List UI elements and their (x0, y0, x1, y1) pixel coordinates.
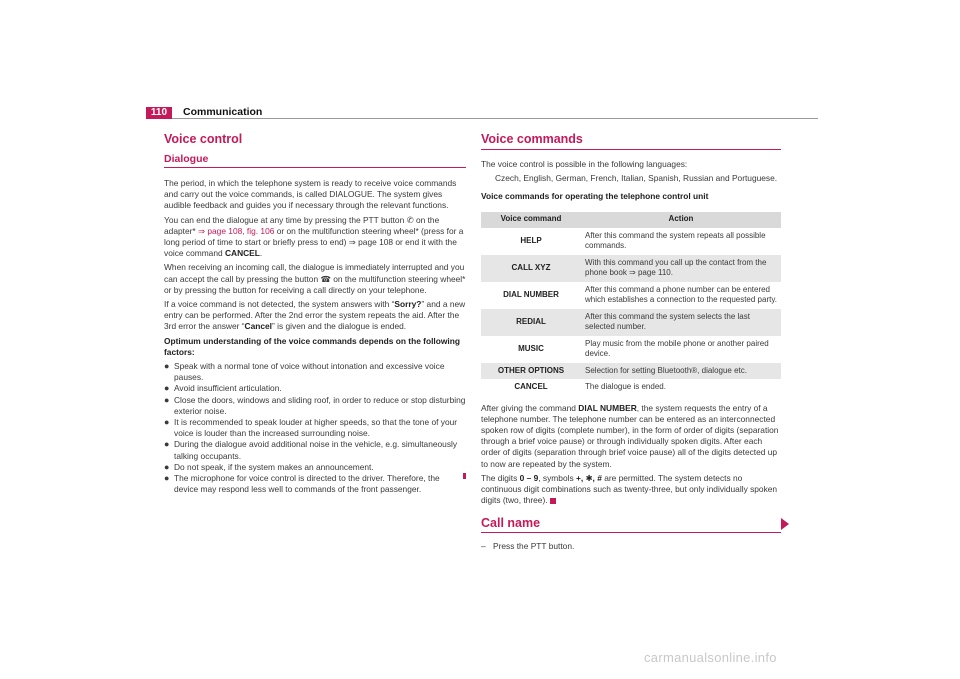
tip-item: ● Speak with a normal tone of voice without intonation and excessive voice pauses. (164, 361, 445, 383)
phone-icon: ☎ (320, 273, 331, 284)
paragraph-digits: The digits 0 – 9, symbols +, ✱, # are permitted. The system detects no continuous digit combinations such as twenty-three, but only individually spoken digits (two, three). (481, 472, 778, 506)
command-cell: OTHER OPTIONS (481, 363, 581, 380)
bullet-icon: ● (164, 361, 170, 372)
tip-item: ● The microphone for voice control is directed to the driver. Therefore, the device may respond less well to commands of the front passenger. (164, 473, 466, 495)
table-row (481, 363, 781, 380)
page-number: 110 (146, 107, 172, 119)
tip-item: ● Close the doors, windows and sliding roof, in order to reduce or stop disturbing exterior noise. (164, 394, 466, 416)
command-cell: CALL XYZ (481, 255, 581, 282)
tip-item: ● Avoid insufficient articulation. (164, 383, 282, 394)
voice-commands-table (481, 212, 781, 396)
table-row (481, 228, 781, 255)
ptt-button-icon: ✆ (406, 214, 414, 225)
section-end-icon (463, 473, 466, 479)
table-row (481, 309, 781, 336)
bullet-icon: ● (164, 394, 170, 405)
paragraph-dialogue-intro: The period, in which the telephone system is ready to receive voice commands and carry out the voice commands, is called DIALOGUE. The system gives audible feedback and guides you if necessary through the relevant functions. (164, 178, 457, 211)
header-rule (146, 118, 818, 119)
page-link[interactable]: ⇒ page 108, fig. 106 (198, 225, 275, 236)
command-cell: CANCEL (514, 382, 548, 392)
command-cell: DIAL NUMBER (503, 289, 559, 299)
section-title-voice-control: Voice control (164, 132, 243, 146)
section-title-call-name: Call name (481, 516, 781, 533)
subsection-title-dialogue: Dialogue (164, 153, 466, 168)
action-cell: After this command the system repeats all possible commands. (585, 230, 766, 251)
tip-item: ● During the dialogue avoid additional noise in the vehicle, e.g. simultaneously talking occupants. (164, 439, 458, 461)
table-row (481, 255, 781, 282)
bullet-icon: ● (164, 417, 170, 428)
action-cell: The dialogue is ended. (585, 382, 666, 392)
right-column (481, 132, 781, 553)
action-cell: After this command a phone number can be entered which establishes a connection to the requested party. (585, 284, 777, 305)
paragraph-not-detected: If a voice command is not detected, the system answers with “Sorry?” and a new entry can be performed. After the 2nd error the system repeats the aid. After the 3rd error the answer “Cancel” is given and the dialogue is ended. (164, 299, 466, 332)
bullet-icon: ● (164, 439, 170, 450)
bullet-icon: ● (164, 383, 170, 394)
left-column (164, 132, 466, 495)
column-header-action: Action (581, 212, 781, 228)
section-title-voice-commands: Voice commands (481, 132, 781, 150)
chapter-title: Communication (183, 106, 263, 118)
command-cell: REDIAL (481, 309, 581, 336)
action-cell: Play music from the mobile phone or another paired device. (585, 338, 769, 359)
next-page-arrow-icon[interactable] (781, 518, 789, 530)
table-heading: Voice commands for operating the telephone control unit (481, 191, 709, 202)
command-cell: HELP (520, 235, 542, 245)
table-row (481, 336, 781, 363)
tips-list (164, 361, 466, 495)
paragraph-incoming-call: When receiving an incoming call, the dialogue is immediately interrupted and you can accept the call by pressing the button ☎ on the multifunction steering wheel* or by pressing the button for receiving a call directly on your telephone. (164, 262, 466, 295)
paragraph-end-dialogue: You can end the dialogue at any time by pressing the PTT button ✆ on the adapter* ⇒ page 108, fig. 106 or on the multifunction steering wheel* (press for a long period of time to start or briefly press to end) ⇒ page 108 or end it with the voice command CANCEL. (164, 214, 464, 259)
tip-item: ● It is recommended to speak louder at higher speeds, so that the tone of your voice is louder than the increased surrounding noise. (164, 417, 458, 439)
action-cell: With this command you call up the contact from the phone book ⇒ page 110. (581, 255, 781, 282)
table-row (481, 379, 781, 396)
step-press-ptt: – Press the PTT button. (481, 541, 575, 552)
languages-list: Czech, English, German, French, Italian, Spanish, Russian and Portuguese. (495, 173, 778, 184)
tips-heading: Optimum understanding of the voice commands depends on the following factors: (164, 335, 460, 357)
section-end-icon (550, 498, 556, 504)
tip-item: ● Do not speak, if the system makes an announcement. (164, 461, 374, 472)
paragraph-dial-number: After giving the command DIAL NUMBER, the system requests the entry of a telephone number. The telephone number can be entered as an interconnected spoken row of digits (complete number), in the form of order of digits (separation through a brief voice pause) or through individually spoken digits. After each order of digits (separation through brief voice pause) all of the digits detected up to now are repeated by the system. (481, 402, 779, 469)
column-header-command: Voice command (481, 212, 581, 228)
table-row (481, 282, 781, 309)
bullet-icon: ● (164, 461, 170, 472)
action-cell: Selection for setting Bluetooth®, dialogue etc. (581, 363, 781, 380)
command-cancel: CANCEL (224, 248, 260, 259)
command-cell: MUSIC (518, 343, 544, 353)
watermark: carmanualsonline.info (644, 650, 777, 665)
languages-intro: The voice control is possible in the following languages: (481, 159, 688, 169)
bullet-icon: ● (164, 473, 170, 484)
action-cell: After this command the system selects the last selected number. (581, 309, 781, 336)
